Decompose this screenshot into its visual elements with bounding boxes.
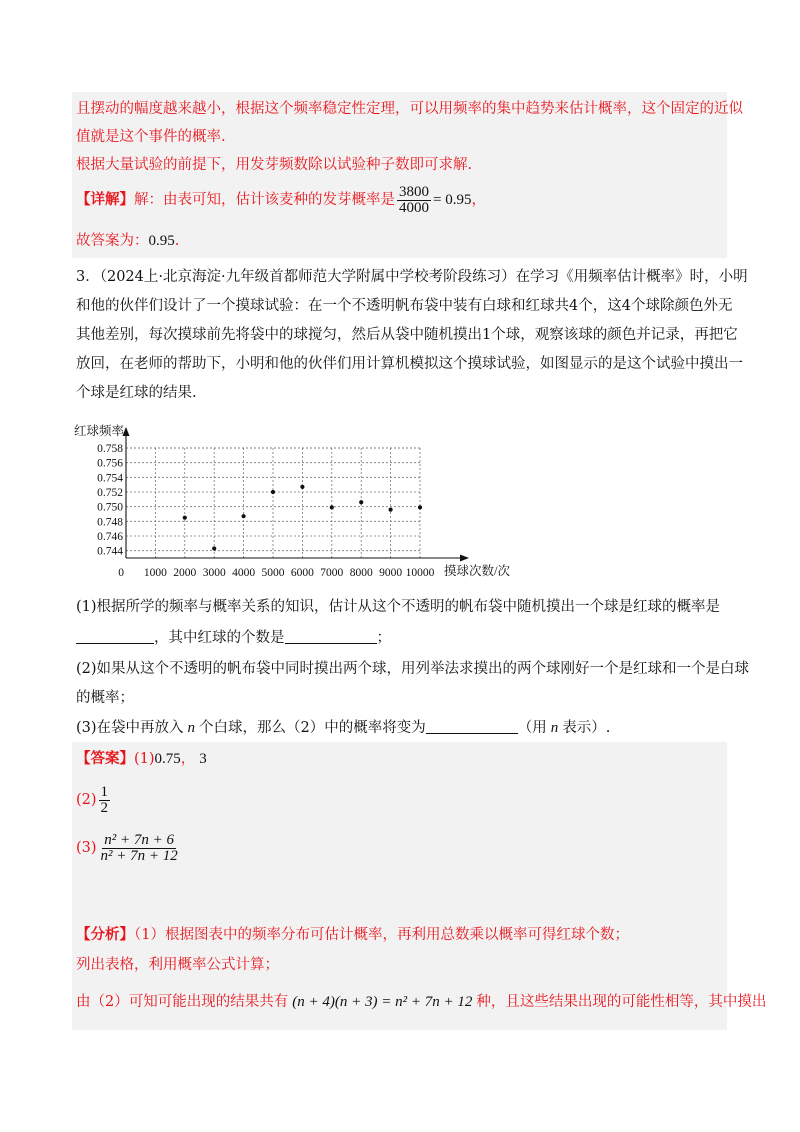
data-point bbox=[389, 508, 393, 512]
problem-line-5: 个球是红球的结果. bbox=[76, 385, 197, 401]
answer-analysis-block bbox=[72, 742, 767, 1030]
data-point bbox=[300, 485, 304, 489]
question-3-paren: （用 bbox=[517, 720, 547, 736]
y-tick-label: 0.756 bbox=[97, 457, 123, 470]
analysis-text-1: （1）根据图表中的频率分布可估计概率，再利用总数乘以概率可得红球个数； bbox=[134, 927, 629, 943]
y-tick-label: 0.752 bbox=[97, 487, 123, 499]
question-3-line bbox=[76, 713, 610, 743]
x-tick-labels bbox=[118, 567, 434, 579]
answer-line-2 bbox=[76, 780, 112, 820]
question-3-start: (3)在袋中再放入 bbox=[76, 720, 184, 736]
answer-1-label: (1) bbox=[134, 751, 155, 767]
y-tick-label: 0.758 bbox=[97, 443, 123, 455]
data-point bbox=[330, 505, 334, 509]
x-tick-label: 5000 bbox=[261, 567, 285, 579]
answer-line-1 bbox=[76, 744, 207, 774]
answer-prefix: 故答案为： bbox=[76, 233, 149, 249]
fraction-denominator: 4000 bbox=[399, 199, 429, 216]
analysis-text-3b: 种，且这些结果出现的可能性相等，其中摸出 bbox=[476, 994, 767, 1010]
y-tick-label: 0.748 bbox=[97, 516, 123, 529]
question-3-end: 表示）. bbox=[562, 720, 611, 736]
answer-3-den: n² + 7n + 12 bbox=[100, 847, 178, 864]
x-tick-label: 7000 bbox=[320, 567, 344, 579]
answer-2-num: 1 bbox=[100, 783, 109, 800]
answer-2-fraction bbox=[99, 785, 111, 816]
answer-2-den: 2 bbox=[100, 799, 109, 816]
question-1-mid: ，其中红球的个数是 bbox=[154, 630, 285, 646]
answer-1-value-2: 3 bbox=[199, 751, 207, 767]
x-tick-label: 0 bbox=[118, 567, 124, 579]
y-tick-label: 0.750 bbox=[97, 501, 123, 514]
question-1-line-a: (1)根据所学的频率与概率关系的知识，估计从这个不透明的帆布袋中随机摸出一个球是红球的概率是 bbox=[76, 599, 721, 615]
answer-tag: 【答案】 bbox=[76, 750, 134, 767]
y-tick-labels bbox=[97, 443, 123, 558]
question-1-line-b bbox=[76, 623, 391, 653]
answer-3-num: n² + 7n + 6 bbox=[104, 831, 175, 848]
solution-line-3: 根据大量试验的前提下，用发芽频数除以试验种子数即可求解. bbox=[76, 157, 473, 173]
variable-n: n bbox=[187, 720, 196, 736]
question-2-line-a: (2)如果从这个不透明的帆布袋中同时摸出两个球，用列举法求摸出的两个球刚好一个是红球和一个是白球 bbox=[76, 661, 750, 677]
analysis-line-1 bbox=[76, 920, 629, 950]
problem-3 bbox=[72, 262, 748, 412]
problem-source: （2024上·北京海淀·九年级首都师范大学附属中学校考阶段练习）在学习《用频率估计概率》时，小明 bbox=[99, 269, 748, 285]
y-tick-label: 0.744 bbox=[97, 545, 123, 558]
question-1-end: ； bbox=[376, 630, 391, 646]
question-2-line-b: 的概率； bbox=[76, 690, 134, 706]
answer-2-label: (2) bbox=[76, 792, 97, 808]
answer-1-sep: ， bbox=[180, 751, 196, 767]
analysis-formula: (n + 4)(n + 3) = n² + 7n + 12 bbox=[292, 994, 473, 1010]
x-tick-label: 10000 bbox=[405, 567, 435, 579]
variable-n-2: n bbox=[550, 720, 559, 736]
data-point bbox=[242, 514, 246, 518]
x-tick-label: 4000 bbox=[232, 567, 256, 579]
answer-blank-2[interactable] bbox=[285, 629, 377, 644]
x-axis-label: 摸球次数/次 bbox=[444, 564, 510, 578]
analysis-tag: 【分析】 bbox=[76, 926, 134, 943]
data-point bbox=[212, 546, 216, 550]
problem-line-2: 和他的伙伴们设计了一个摸球试验：在一个不透明帆布袋中装有白球和红球共4个，这4个球除颜色外无 bbox=[76, 298, 733, 314]
detail-text: 解：由表可知，估计该麦种的发芽概率是 bbox=[134, 192, 395, 208]
answer-value: 0.95 bbox=[148, 233, 175, 249]
answer-line-3 bbox=[76, 828, 182, 868]
x-tick-label: 6000 bbox=[290, 567, 314, 579]
equals-value: = 0.95 bbox=[433, 192, 472, 208]
problem-line-3: 其他差别，每次摸球前先将袋中的球搅匀，然后从袋中随机摸出1个球，观察该球的颜色并记录，再把它 bbox=[76, 327, 738, 343]
data-point bbox=[271, 490, 275, 494]
detail-comma: ， bbox=[471, 192, 486, 208]
solution-line-1: 且摆动的幅度越来越小，根据这个频率稳定性定理，可以用频率的集中趋势来估计概率，这个固定的近似 bbox=[76, 101, 743, 117]
analysis-line-2: 列出表格，利用概率公式计算； bbox=[76, 957, 279, 973]
frequency-scatter-chart bbox=[70, 418, 540, 586]
data-point bbox=[183, 516, 187, 520]
x-tick-label: 3000 bbox=[202, 567, 226, 579]
answer-3-fraction bbox=[99, 833, 180, 864]
chart-grid bbox=[126, 448, 420, 558]
x-tick-label: 8000 bbox=[349, 567, 373, 579]
y-axis-label: 红球频率 bbox=[74, 424, 125, 438]
answer-3-label: (3) bbox=[76, 840, 97, 856]
detail-line bbox=[76, 182, 486, 218]
questions bbox=[72, 592, 750, 742]
y-tick-label: 0.754 bbox=[97, 472, 123, 485]
detail-tag: 【详解】 bbox=[76, 191, 134, 208]
analysis-text-3a: 由（2）可知可能出现的结果共有 bbox=[76, 994, 289, 1010]
data-point bbox=[418, 505, 422, 509]
answer-blank-1[interactable] bbox=[76, 629, 154, 644]
answer-1-value-1: 0.75 bbox=[154, 751, 181, 767]
fraction-numerator: 3800 bbox=[399, 183, 429, 200]
x-tick-label: 1000 bbox=[143, 567, 167, 579]
question-3-mid: 个白球，那么（2）中的概率将变为 bbox=[199, 720, 426, 736]
problem-line-4: 放回，在老师的帮助下，小明和他的伙伴们用计算机模拟这个摸球试验，如图显示的是这个试验中摸出一 bbox=[76, 356, 743, 372]
answer-period: . bbox=[174, 233, 180, 249]
x-axis-arrow bbox=[460, 555, 469, 562]
answer-blank-3[interactable] bbox=[426, 719, 518, 734]
answer-line bbox=[76, 226, 179, 256]
x-tick-label: 9000 bbox=[379, 567, 403, 579]
previous-solution-block bbox=[72, 92, 743, 258]
problem-line-1 bbox=[76, 262, 748, 292]
germination-fraction bbox=[397, 185, 431, 216]
y-tick-label: 0.746 bbox=[97, 531, 123, 543]
chart-axes bbox=[123, 427, 470, 562]
data-point bbox=[359, 500, 363, 504]
solution-line-2: 值就是这个事件的概率. bbox=[76, 129, 226, 145]
problem-number: 3． bbox=[76, 269, 100, 285]
x-tick-label: 2000 bbox=[173, 567, 197, 579]
analysis-line-3 bbox=[76, 984, 766, 1020]
